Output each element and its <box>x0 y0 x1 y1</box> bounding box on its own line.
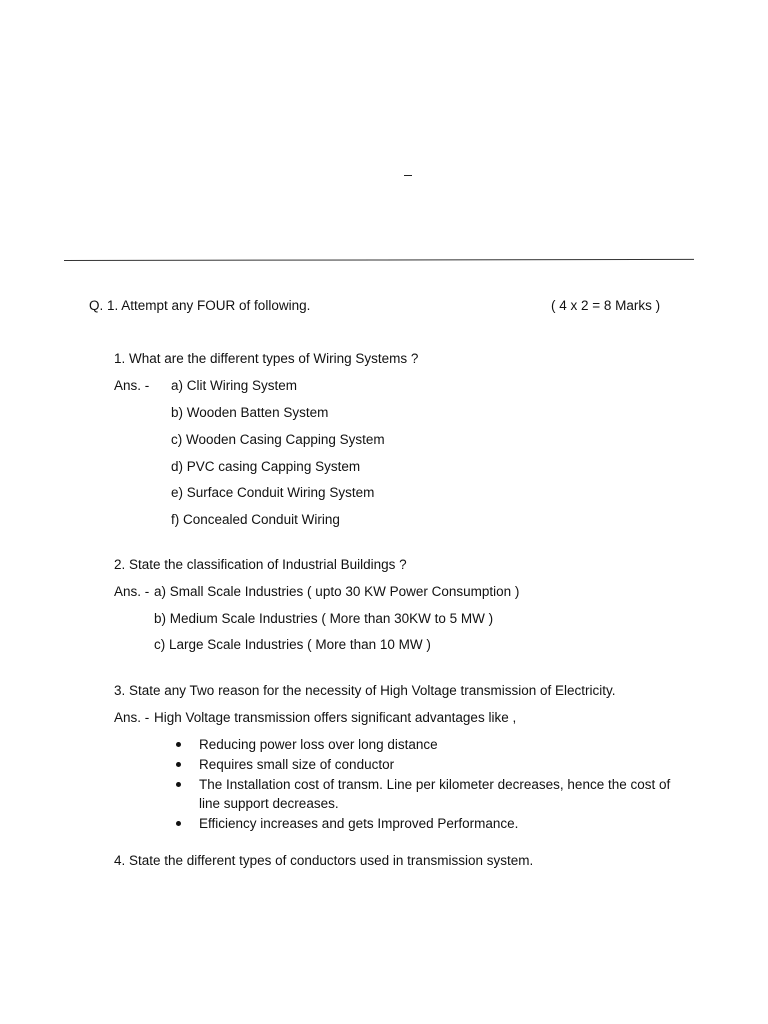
header-dash <box>404 175 412 176</box>
item-2-answer-c: c) Large Scale Industries ( More than 10 MW ) <box>154 637 431 652</box>
item-2-ans-label: Ans. - <box>114 584 150 599</box>
item-3-question: 3. State any Two reason for the necessity of High Voltage transmission of Electricity. <box>114 683 616 698</box>
item-1-answer-f: f) Concealed Conduit Wiring <box>171 512 340 527</box>
item-3-intro: High Voltage transmission offers significant advantages like , <box>154 710 517 725</box>
item-1-answer-e: e) Surface Conduit Wiring System <box>171 485 375 500</box>
bullet-icon <box>176 742 181 747</box>
item-3-bullet-3: The Installation cost of transm. Line per kilometer decreases, hence the cost of <box>199 777 671 792</box>
item-1-answer-d: d) PVC casing Capping System <box>171 459 361 474</box>
item-1-ans-label: Ans. - <box>114 378 150 393</box>
item-1-question: 1. What are the different types of Wiring Systems ? <box>114 351 419 366</box>
horizontal-rule <box>64 259 694 261</box>
item-1-answer-c: c) Wooden Casing Capping System <box>171 432 385 447</box>
question-title: Q. 1. Attempt any FOUR of following. <box>89 298 311 313</box>
bullet-icon <box>176 762 181 767</box>
item-2-question: 2. State the classification of Industrial Buildings ? <box>114 557 407 572</box>
item-4-question: 4. State the different types of conductors used in transmission system. <box>114 853 534 868</box>
bullet-icon <box>176 821 181 826</box>
item-3-bullet-3-continued: line support decreases. <box>199 796 339 811</box>
bullet-icon <box>176 782 181 787</box>
item-1-answer-b: b) Wooden Batten System <box>171 405 329 420</box>
item-3-bullet-2: Requires small size of conductor <box>199 757 395 772</box>
item-3-ans-label: Ans. - <box>114 710 150 725</box>
item-2-answer-a: a) Small Scale Industries ( upto 30 KW Power Consumption ) <box>154 584 520 599</box>
item-3-bullet-1: Reducing power loss over long distance <box>199 737 438 752</box>
item-2-answer-b: b) Medium Scale Industries ( More than 30KW to 5 MW ) <box>154 611 494 626</box>
item-3-bullet-4: Efficiency increases and gets Improved Performance. <box>199 816 519 831</box>
question-marks: ( 4 x 2 = 8 Marks ) <box>551 298 661 313</box>
item-1-answer-a: a) Clit Wiring System <box>171 378 298 393</box>
